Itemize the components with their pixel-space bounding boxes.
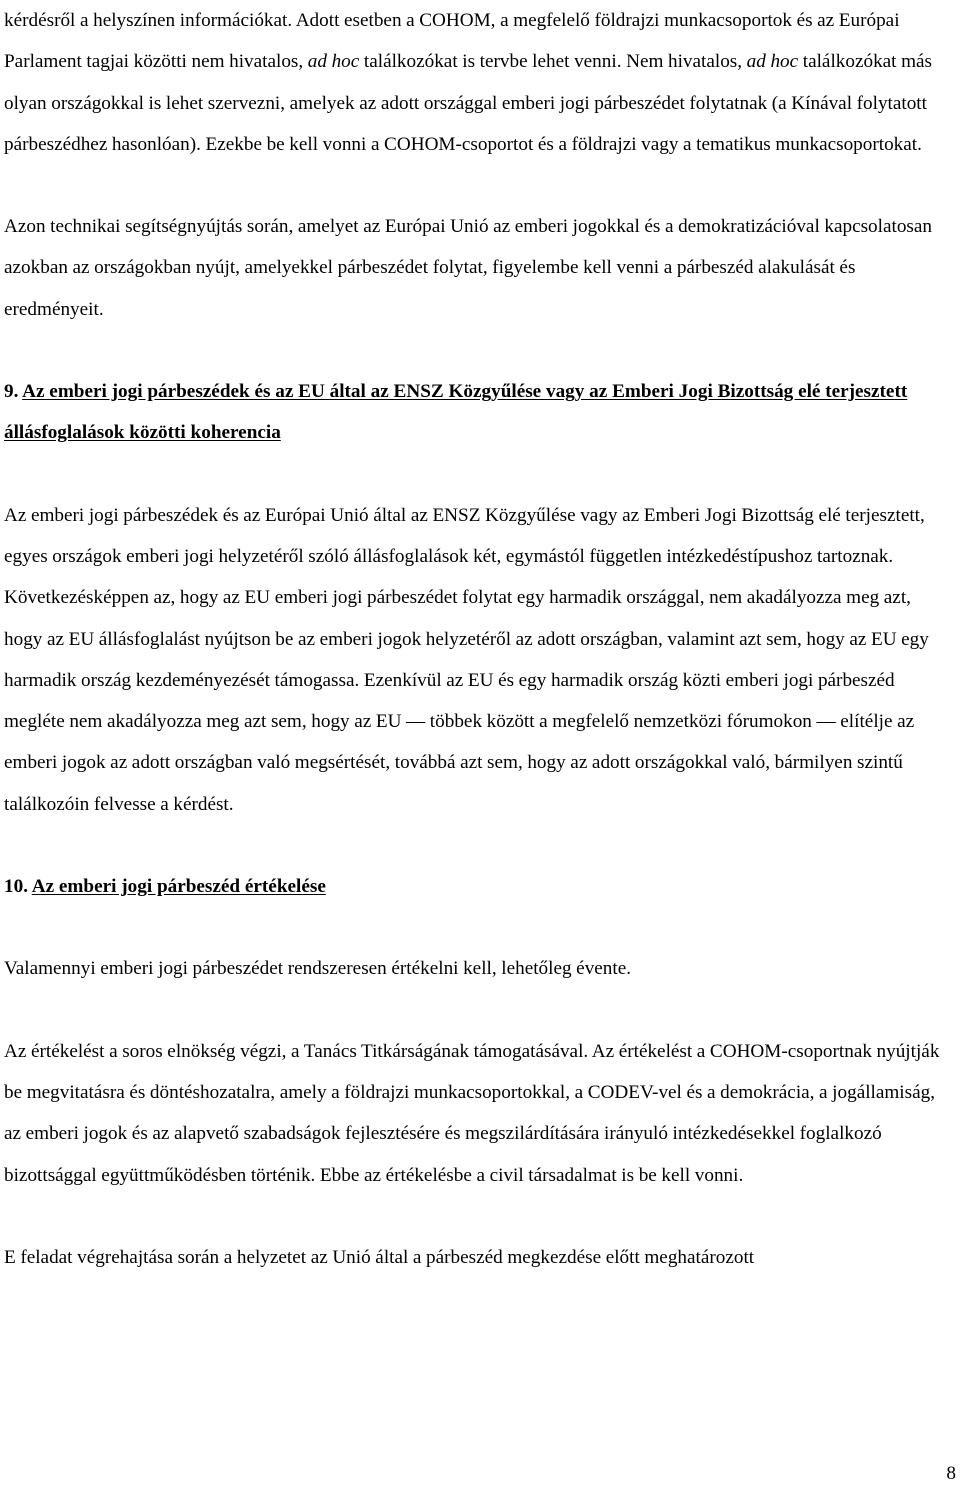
paragraph-text: találkozókat is tervbe lehet venni. Nem hivatalos, — [359, 51, 747, 73]
paragraph-text: találkozókat más olyan országokkal is lehet szervezni, amelyek az adott országgal emberi jogi párbeszédet folytatnak (a Kínával folytatott párbeszédhez hasonlóan). Ezekbe be kell vonni a COHOM-csoportot és a földrajzi vagy a tematikus munkacsoportokat. — [4, 51, 933, 155]
paragraph-text: kérdésről a helyszínen információkat. Adott esetben a COHOM, a megfelelő földrajzi munkacsoportok és az Európai Parlament tagjai közötti nem hivatalos, — [4, 10, 900, 73]
paragraph-gap — [4, 330, 944, 371]
italic-term: ad hoc — [746, 51, 799, 73]
document-page — [4, 0, 944, 1278]
paragraph-gap — [4, 907, 944, 948]
paragraph-gap — [4, 454, 944, 495]
paragraph-task-execution: E feladat végrehajtása során a helyzetet az Unió által a párbeszéd megkezdése előtt meghatározott — [4, 1246, 755, 1268]
section-heading-10 — [4, 866, 944, 907]
paragraph-evaluation-frequency: Valamennyi emberi jogi párbeszédet rendszeresen értékelni kell, lehetőleg évente. — [4, 958, 632, 980]
section-number: 9. — [4, 381, 19, 403]
section-number: 10. — [4, 876, 28, 898]
paragraph-evaluation-process: Az értékelést a soros elnökség végzi, a Tanács Titkárságának támogatásával. Az értékelést a COHOM-csoportnak nyújtják be megvitatásra és döntéshozatalra, amely a földrajzi munkacsoportokkal, a CODEV-vel és a demokrácia, a jogállamiság, az emberi jogok és az alapvető szabadságok fejlesztésére és megszilárdítására irányuló intézkedésekkel foglalkozó bizottsággal együttműködésben történik. Ebbe az értékelésbe a civil társadalmat is be kell vonni. — [4, 1040, 940, 1186]
page-number: 8 — [946, 1463, 956, 1484]
italic-term: ad hoc — [307, 51, 360, 73]
paragraph-gap — [4, 990, 944, 1031]
paragraph-technical-assistance: Azon technikai segítségnyújtás során, amelyet az Európai Unió az emberi jogokkal és a demokratizációval kapcsolatosan azokban az országokban nyújt, amelyekkel párbeszédet folytat, figyelembe kell venni a párbeszéd alakulását és eredményeit. — [4, 216, 932, 320]
section-title: Az emberi jogi párbeszéd értékelése — [31, 876, 326, 898]
paragraph-gap — [4, 1196, 944, 1237]
paragraph-continuation — [4, 0, 944, 165]
paragraph-gap — [4, 165, 944, 206]
section-heading-9 — [4, 371, 944, 454]
paragraph-gap — [4, 825, 944, 866]
paragraph-coherence: Az emberi jogi párbeszédek és az Európai Unió által az ENSZ Közgyűlése vagy az Emberi Jogi Bizottság elé terjesztett, egyes országok emberi jogi helyzetéről szóló állásfoglalások két, egymástól független intézkedéstípushoz tartoznak. Következésképpen az, hogy az EU emberi jogi párbeszédet folytat egy harmadik országgal, nem akadályozza meg azt, hogy az EU állásfoglalást nyújtson be az emberi jogok helyzetéről az adott országban, valamint azt sem, hogy az EU egy harmadik ország kezdeményezését támogassa. Ezenkívül az EU és egy harmadik ország közti emberi jogi párbeszéd megléte nem akadályozza meg azt sem, hogy az EU — többek között a megfelelő nemzetközi fórumokon — elítélje az emberi jogok az adott országban való megsértését, továbbá azt sem, hogy az adott országokkal való, bármilyen szintű találkozóin felvesse a kérdést. — [4, 504, 929, 815]
section-title: Az emberi jogi párbeszédek és az EU által az ENSZ Közgyűlése vagy az Emberi Jogi Bizottság elé terjesztett állásfoglalások közötti koherencia — [4, 381, 908, 444]
